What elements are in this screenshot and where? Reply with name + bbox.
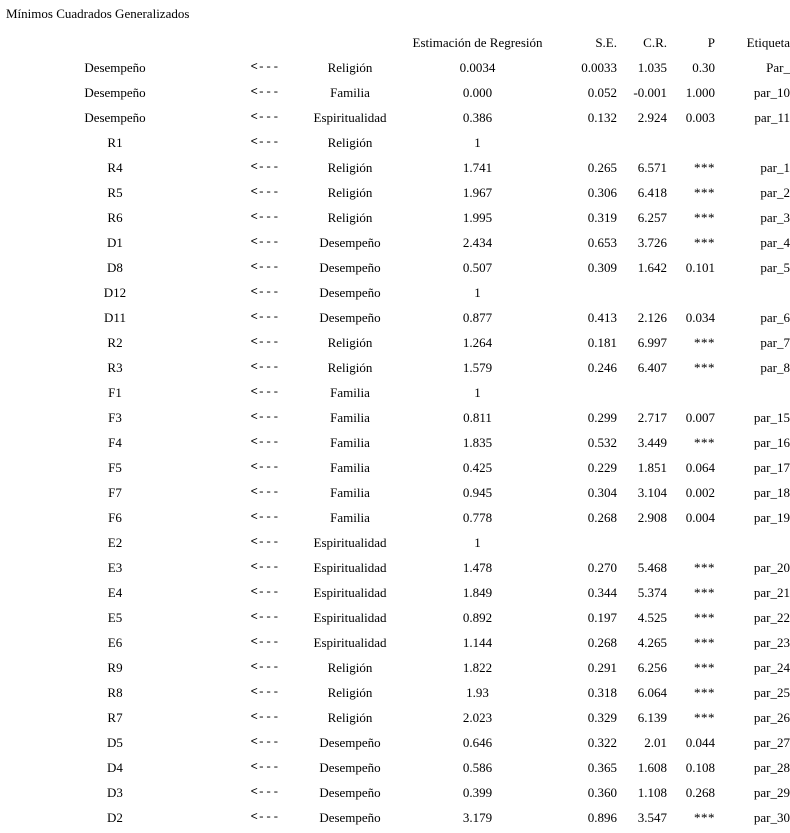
cell-target: Desempeño <box>319 735 381 750</box>
cell-cr: 5.468 <box>637 560 667 575</box>
cell-estimate: 1.264 <box>462 335 493 350</box>
cell-target: Familia <box>330 85 370 100</box>
cell-se: 0.265 <box>587 160 617 175</box>
cell-p: 0.003 <box>685 110 715 125</box>
table-row[interactable] <box>0 380 790 405</box>
cell-estimate: 1.93 <box>466 685 489 700</box>
cell-source: D4 <box>107 760 123 775</box>
table-row[interactable] <box>0 80 790 105</box>
cell-label: par_17 <box>753 460 790 475</box>
cell-se: 0.181 <box>587 335 617 350</box>
cell-source: R3 <box>107 360 123 375</box>
cell-se: 0.306 <box>587 185 617 200</box>
cell-cr: 6.139 <box>637 710 667 725</box>
cell-target: Desempeño <box>319 285 381 300</box>
cell-target: Religión <box>327 160 373 175</box>
table-row[interactable] <box>0 55 790 80</box>
cell-arrow: <--- <box>250 610 280 624</box>
table-row[interactable] <box>0 555 790 580</box>
cell-target: Religión <box>327 135 373 150</box>
column-header-arrow <box>230 30 300 55</box>
cell-p: 0.002 <box>685 485 715 500</box>
table-row[interactable] <box>0 705 790 730</box>
cell-arrow: <--- <box>250 760 280 774</box>
cell-cr: 1.108 <box>637 785 667 800</box>
cell-estimate: 1.478 <box>462 560 493 575</box>
cell-source: R9 <box>107 660 123 675</box>
cell-estimate: 0.507 <box>462 260 493 275</box>
column-header-p: P <box>707 35 715 50</box>
cell-target: Religión <box>327 710 373 725</box>
cell-se <box>555 530 617 555</box>
cell-source: R4 <box>107 160 123 175</box>
cell-se: 0.270 <box>587 560 617 575</box>
cell-arrow: <--- <box>250 135 280 149</box>
cell-cr: 1.851 <box>637 460 667 475</box>
cell-se: 0.052 <box>587 85 617 100</box>
column-header-label: Etiqueta <box>746 35 790 50</box>
cell-cr: 6.418 <box>637 185 667 200</box>
cell-cr <box>617 280 667 305</box>
cell-target: Desempeño <box>319 785 381 800</box>
cell-source: R8 <box>107 685 123 700</box>
table-body <box>0 55 790 830</box>
cell-se: 0.319 <box>587 210 617 225</box>
cell-p: *** <box>694 160 715 175</box>
cell-source: F6 <box>108 510 122 525</box>
cell-source: F3 <box>108 410 122 425</box>
cell-arrow: <--- <box>250 260 280 274</box>
cell-se: 0.322 <box>587 735 617 750</box>
table-row[interactable] <box>0 580 790 605</box>
cell-estimate: 1.741 <box>462 160 493 175</box>
cell-cr: 6.257 <box>637 210 667 225</box>
cell-estimate: 0.425 <box>462 460 493 475</box>
cell-source: R1 <box>107 135 123 150</box>
column-header-source <box>0 30 230 55</box>
cell-estimate: 1.822 <box>462 660 493 675</box>
cell-estimate: 0.892 <box>462 610 493 625</box>
cell-arrow: <--- <box>250 585 280 599</box>
cell-arrow: <--- <box>250 685 280 699</box>
cell-source: Desempeño <box>84 60 146 75</box>
cell-p: 0.064 <box>685 460 715 475</box>
cell-se: 0.309 <box>587 260 617 275</box>
cell-label: par_7 <box>760 335 790 350</box>
cell-label: par_16 <box>753 435 790 450</box>
cell-label <box>715 130 790 155</box>
cell-estimate: 0.877 <box>462 310 493 325</box>
cell-p: *** <box>694 560 715 575</box>
cell-p: *** <box>694 810 715 825</box>
cell-arrow: <--- <box>250 810 280 824</box>
cell-label: par_11 <box>754 110 790 125</box>
cell-estimate: 2.434 <box>462 235 493 250</box>
column-header-target <box>300 30 400 55</box>
cell-p: *** <box>694 660 715 675</box>
cell-label: par_15 <box>753 410 790 425</box>
cell-p: *** <box>694 235 715 250</box>
cell-source: D8 <box>107 260 123 275</box>
cell-source: R2 <box>107 335 123 350</box>
cell-cr: 2.01 <box>644 735 667 750</box>
cell-source: F1 <box>108 385 122 400</box>
cell-target: Familia <box>330 460 370 475</box>
page-title: Mínimos Cuadrados Generalizados <box>6 6 190 21</box>
cell-label: par_10 <box>753 85 790 100</box>
cell-label: par_20 <box>753 560 790 575</box>
cell-arrow: <--- <box>250 435 280 449</box>
cell-label: par_2 <box>760 185 790 200</box>
cell-source: E5 <box>107 610 123 625</box>
cell-label: par_19 <box>753 510 790 525</box>
cell-se: 0.329 <box>587 710 617 725</box>
cell-cr: 6.407 <box>637 360 667 375</box>
cell-source: F5 <box>108 460 122 475</box>
cell-p: *** <box>694 360 715 375</box>
cell-se: 0.360 <box>587 785 617 800</box>
cell-target: Religión <box>327 335 373 350</box>
table-header <box>0 30 790 55</box>
table-row[interactable] <box>0 455 790 480</box>
cell-p: 1.000 <box>685 85 715 100</box>
cell-source: D3 <box>107 785 123 800</box>
cell-arrow: <--- <box>250 335 280 349</box>
cell-target: Desempeño <box>319 810 381 825</box>
cell-label: par_30 <box>753 810 790 825</box>
cell-label: par_6 <box>760 310 790 325</box>
cell-estimate: 0.386 <box>462 110 493 125</box>
table-row[interactable] <box>0 230 790 255</box>
column-header-cr: C.R. <box>643 35 667 50</box>
cell-source: D1 <box>107 235 123 250</box>
table-row[interactable] <box>0 505 790 530</box>
cell-target: Familia <box>330 485 370 500</box>
cell-p: *** <box>694 635 715 650</box>
cell-se: 0.344 <box>587 585 617 600</box>
cell-p: *** <box>694 435 715 450</box>
cell-estimate: 0.0034 <box>459 60 496 75</box>
cell-p <box>667 130 715 155</box>
table-row[interactable] <box>0 480 790 505</box>
table-row[interactable] <box>0 730 790 755</box>
regression-weights-table <box>0 30 790 830</box>
table-row[interactable] <box>0 355 790 380</box>
cell-cr: 1.642 <box>637 260 667 275</box>
cell-p: 0.268 <box>685 785 715 800</box>
cell-target: Espiritualidad <box>313 610 387 625</box>
cell-label: Par_ <box>766 60 790 75</box>
cell-estimate: 1.579 <box>462 360 493 375</box>
table-row[interactable] <box>0 680 790 705</box>
cell-se <box>555 130 617 155</box>
cell-arrow: <--- <box>250 535 280 549</box>
cell-se: 0.268 <box>587 510 617 525</box>
cell-cr: 3.104 <box>637 485 667 500</box>
cell-se: 0.318 <box>587 685 617 700</box>
cell-arrow: <--- <box>250 185 280 199</box>
cell-label: par_4 <box>760 235 790 250</box>
cell-se: 0.413 <box>587 310 617 325</box>
cell-se: 0.132 <box>587 110 617 125</box>
cell-target: Religión <box>327 185 373 200</box>
cell-source: R6 <box>107 210 123 225</box>
cell-arrow: <--- <box>250 460 280 474</box>
cell-se: 0.653 <box>587 235 617 250</box>
cell-p: 0.30 <box>692 60 715 75</box>
cell-source: D5 <box>107 735 123 750</box>
cell-p: 0.034 <box>685 310 715 325</box>
cell-arrow: <--- <box>250 385 280 399</box>
table-row[interactable] <box>0 430 790 455</box>
table-row[interactable] <box>0 180 790 205</box>
cell-cr: 4.525 <box>637 610 667 625</box>
cell-estimate: 1.849 <box>462 585 493 600</box>
cell-target: Religión <box>327 360 373 375</box>
cell-se: 0.229 <box>587 460 617 475</box>
cell-estimate: 0.646 <box>462 735 493 750</box>
cell-cr: 2.924 <box>637 110 667 125</box>
table-row[interactable] <box>0 655 790 680</box>
cell-arrow: <--- <box>250 110 280 124</box>
cell-p: *** <box>694 610 715 625</box>
cell-target: Religión <box>327 60 373 75</box>
cell-se: 0.0033 <box>581 60 617 75</box>
cell-se: 0.299 <box>587 410 617 425</box>
cell-arrow: <--- <box>250 510 280 524</box>
cell-label: par_22 <box>753 610 790 625</box>
cell-p: *** <box>694 335 715 350</box>
table-row[interactable] <box>0 530 790 555</box>
cell-se <box>555 280 617 305</box>
cell-se: 0.197 <box>587 610 617 625</box>
table-row[interactable] <box>0 255 790 280</box>
table-row[interactable] <box>0 305 790 330</box>
cell-cr: 6.256 <box>637 660 667 675</box>
table-row[interactable] <box>0 630 790 655</box>
cell-cr: 4.265 <box>637 635 667 650</box>
cell-target: Espiritualidad <box>313 585 387 600</box>
cell-se: 0.268 <box>587 635 617 650</box>
cell-label: par_18 <box>753 485 790 500</box>
cell-cr: 2.908 <box>637 510 667 525</box>
cell-target: Desempeño <box>319 760 381 775</box>
cell-source: E6 <box>107 635 123 650</box>
cell-se: 0.532 <box>587 435 617 450</box>
cell-estimate: 1.144 <box>462 635 493 650</box>
cell-source: D12 <box>103 285 127 300</box>
cell-p <box>667 380 715 405</box>
cell-p <box>667 530 715 555</box>
table-row[interactable] <box>0 205 790 230</box>
cell-arrow: <--- <box>250 735 280 749</box>
table-row[interactable] <box>0 755 790 780</box>
cell-arrow: <--- <box>250 285 280 299</box>
cell-target: Religión <box>327 685 373 700</box>
cell-arrow: <--- <box>250 660 280 674</box>
cell-p: 0.108 <box>685 760 715 775</box>
cell-target: Espiritualidad <box>313 535 387 550</box>
cell-target: Familia <box>330 435 370 450</box>
cell-arrow: <--- <box>250 85 280 99</box>
table-row[interactable] <box>0 155 790 180</box>
cell-p: *** <box>694 685 715 700</box>
table-header-row <box>0 30 790 55</box>
cell-estimate: 1.967 <box>462 185 493 200</box>
cell-estimate: 1 <box>474 385 481 400</box>
cell-estimate: 1 <box>474 535 481 550</box>
cell-cr: 2.126 <box>637 310 667 325</box>
cell-p: *** <box>694 210 715 225</box>
cell-source: Desempeño <box>84 85 146 100</box>
cell-cr: 2.717 <box>637 410 667 425</box>
cell-label <box>715 280 790 305</box>
cell-arrow: <--- <box>250 160 280 174</box>
cell-arrow: <--- <box>250 310 280 324</box>
cell-target: Desempeño <box>319 260 381 275</box>
cell-estimate: 1 <box>474 135 481 150</box>
cell-p: *** <box>694 585 715 600</box>
cell-label: par_23 <box>753 635 790 650</box>
cell-estimate: 0.586 <box>462 760 493 775</box>
cell-source: D2 <box>107 810 123 825</box>
table-row[interactable] <box>0 805 790 830</box>
cell-cr: 1.608 <box>637 760 667 775</box>
cell-arrow: <--- <box>250 635 280 649</box>
cell-label: par_21 <box>753 585 790 600</box>
cell-label: par_3 <box>760 210 790 225</box>
cell-arrow: <--- <box>250 210 280 224</box>
cell-source: E4 <box>107 585 123 600</box>
cell-se: 0.896 <box>587 810 617 825</box>
cell-target: Familia <box>330 510 370 525</box>
cell-target: Desempeño <box>319 310 381 325</box>
cell-source: Desempeño <box>84 110 146 125</box>
cell-target: Religión <box>327 660 373 675</box>
table-row[interactable] <box>0 130 790 155</box>
cell-target: Espiritualidad <box>313 560 387 575</box>
cell-p: *** <box>694 185 715 200</box>
cell-target: Religión <box>327 210 373 225</box>
cell-se: 0.365 <box>587 760 617 775</box>
cell-se: 0.291 <box>587 660 617 675</box>
cell-p: 0.101 <box>685 260 715 275</box>
cell-target: Familia <box>330 385 370 400</box>
cell-arrow: <--- <box>250 60 280 74</box>
cell-cr: 1.035 <box>637 60 667 75</box>
column-header-estimate: Estimación de Regresión <box>412 35 543 50</box>
cell-arrow: <--- <box>250 410 280 424</box>
cell-estimate: 1.995 <box>462 210 493 225</box>
cell-estimate: 0.000 <box>462 85 493 100</box>
cell-target: Familia <box>330 410 370 425</box>
table-row[interactable] <box>0 105 790 130</box>
cell-source: F4 <box>108 435 122 450</box>
cell-estimate: 1 <box>474 285 481 300</box>
cell-arrow: <--- <box>250 710 280 724</box>
cell-source: E3 <box>107 560 123 575</box>
cell-cr: 3.547 <box>637 810 667 825</box>
cell-source: R5 <box>107 185 123 200</box>
cell-cr: 3.726 <box>637 235 667 250</box>
cell-p: *** <box>694 710 715 725</box>
cell-cr: -0.001 <box>633 85 667 100</box>
cell-estimate: 0.945 <box>462 485 493 500</box>
cell-p: 0.004 <box>685 510 715 525</box>
cell-estimate: 1.835 <box>462 435 493 450</box>
cell-target: Espiritualidad <box>313 635 387 650</box>
cell-estimate: 3.179 <box>462 810 493 825</box>
cell-label: par_29 <box>753 785 790 800</box>
cell-arrow: <--- <box>250 235 280 249</box>
cell-label <box>715 530 790 555</box>
cell-label <box>715 380 790 405</box>
cell-cr <box>617 530 667 555</box>
cell-p <box>667 280 715 305</box>
cell-label: par_5 <box>760 260 790 275</box>
cell-source: D11 <box>104 310 126 325</box>
cell-cr: 6.064 <box>637 685 667 700</box>
cell-cr <box>617 130 667 155</box>
cell-label: par_24 <box>753 660 790 675</box>
cell-source: R7 <box>107 710 123 725</box>
table-row[interactable] <box>0 330 790 355</box>
cell-target: Desempeño <box>319 235 381 250</box>
table-row[interactable] <box>0 605 790 630</box>
cell-estimate: 0.811 <box>463 410 492 425</box>
cell-arrow: <--- <box>250 485 280 499</box>
cell-label: par_25 <box>753 685 790 700</box>
table-row[interactable] <box>0 780 790 805</box>
cell-arrow: <--- <box>250 785 280 799</box>
cell-cr: 6.997 <box>637 335 667 350</box>
cell-label: par_27 <box>753 735 790 750</box>
cell-se: 0.304 <box>587 485 617 500</box>
cell-source: E2 <box>107 535 123 550</box>
cell-label: par_8 <box>760 360 790 375</box>
cell-estimate: 0.778 <box>462 510 493 525</box>
column-header-se: S.E. <box>595 35 617 50</box>
cell-estimate: 2.023 <box>462 710 493 725</box>
cell-cr <box>617 380 667 405</box>
table-row[interactable] <box>0 405 790 430</box>
cell-estimate: 0.399 <box>462 785 493 800</box>
cell-arrow: <--- <box>250 360 280 374</box>
cell-cr: 6.571 <box>637 160 667 175</box>
cell-label: par_1 <box>760 160 790 175</box>
cell-p: 0.044 <box>685 735 715 750</box>
cell-source: F7 <box>108 485 122 500</box>
cell-se <box>555 380 617 405</box>
cell-label: par_28 <box>753 760 790 775</box>
cell-p: 0.007 <box>685 410 715 425</box>
cell-arrow: <--- <box>250 560 280 574</box>
table-row[interactable] <box>0 280 790 305</box>
cell-se: 0.246 <box>587 360 617 375</box>
cell-cr: 5.374 <box>637 585 667 600</box>
cell-target: Espiritualidad <box>313 110 387 125</box>
cell-label: par_26 <box>753 710 790 725</box>
cell-cr: 3.449 <box>637 435 667 450</box>
